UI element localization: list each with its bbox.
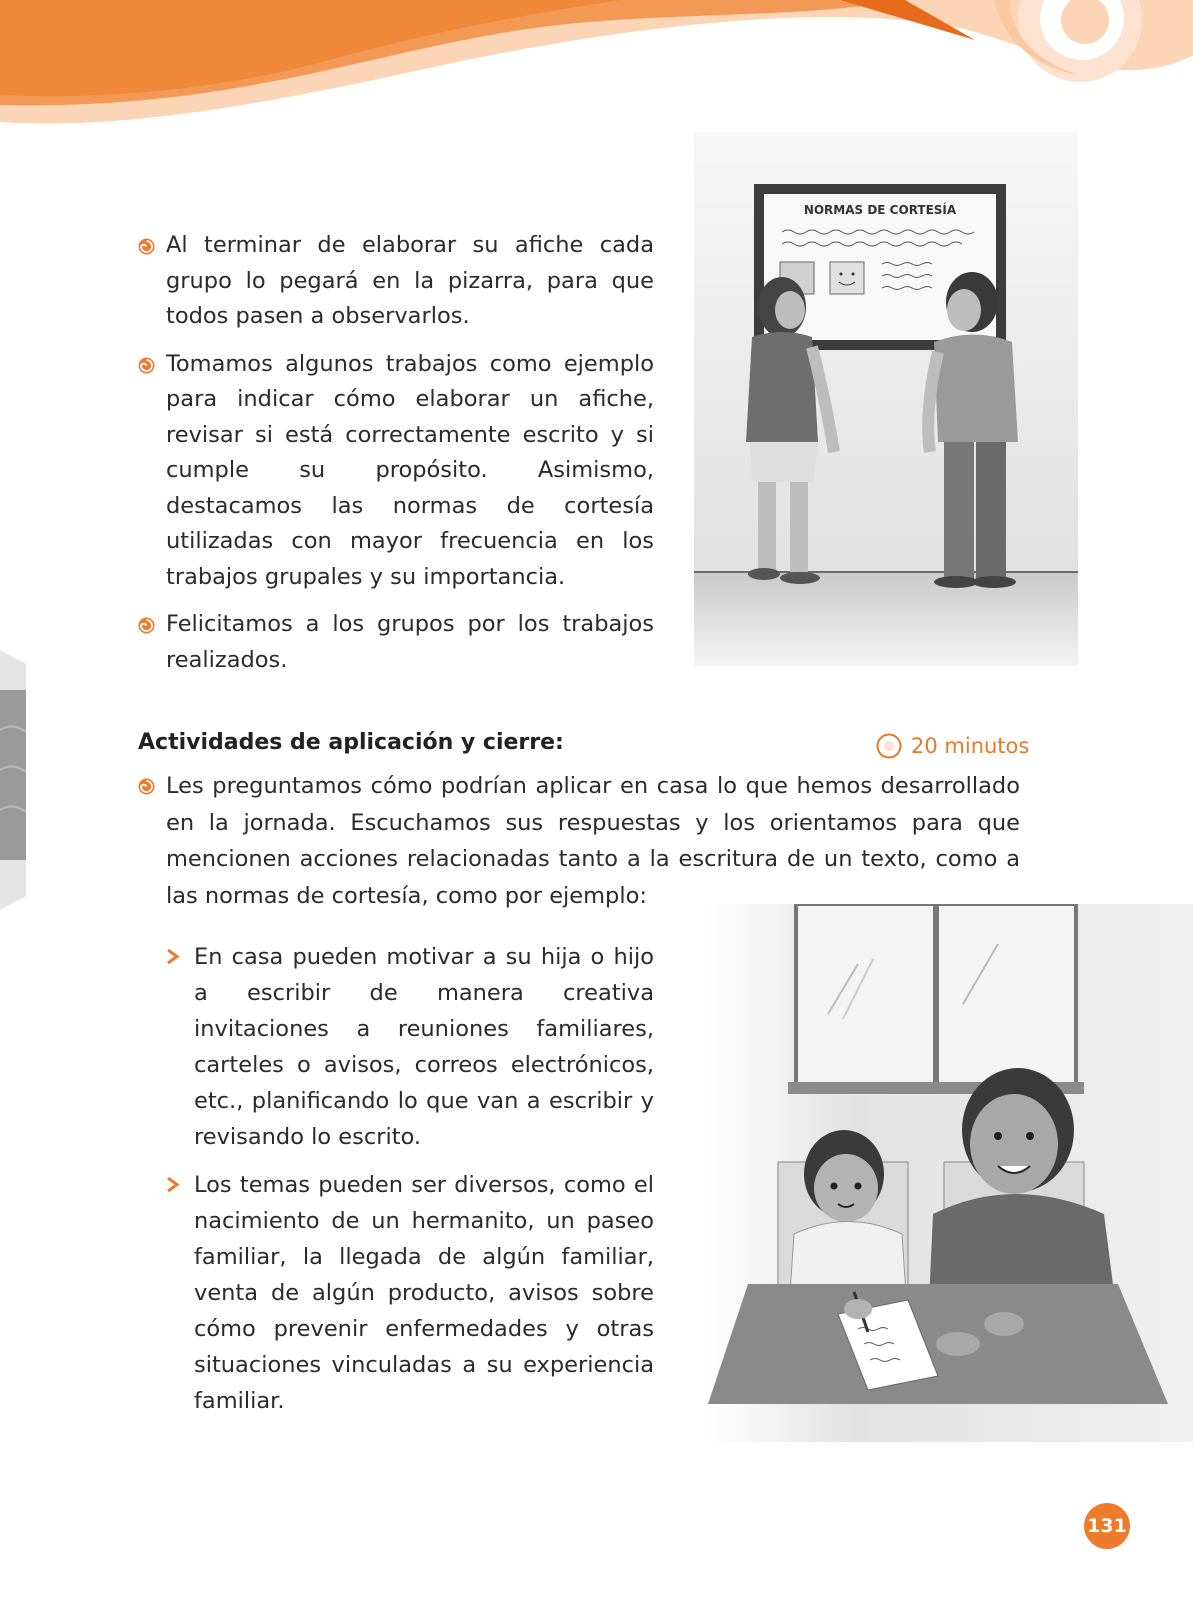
bullet-text: Felicitamos a los grupos por los trabajos realizados. <box>166 611 654 673</box>
orange-swirl-bullet-icon <box>138 617 155 634</box>
orange-chevron-icon <box>166 1176 180 1193</box>
list-item <box>166 1167 654 1419</box>
list-item <box>166 939 654 1155</box>
bullet-text: Al terminar de elaborar su afiche cada grupo lo pegará en la pizarra, para que todos pasen a observarlos. <box>166 232 654 329</box>
orange-chevron-icon <box>166 948 180 965</box>
time-indicator <box>876 731 1029 761</box>
sub-bullet-list <box>166 939 654 1431</box>
bullet-text: Tomamos algunos trabajos como ejemplo para indicar cómo elaborar un afiche, revisar si está correctamente escrito y si cumple su propósito. Asimismo, destacamos las normas de cortesía utilizadas con mayor frecuencia en los trabajos grupales y su importancia. <box>166 350 654 590</box>
family-writing-illustration <box>708 904 1193 1442</box>
list-item <box>138 607 654 678</box>
time-label: 20 minutos <box>911 734 1030 758</box>
bullet-text: Les preguntamos cómo podrían aplicar en casa lo que hemos desarrollado en la jornada. Escuchamos sus respuestas y los orientamos para que mencionen acciones relacionadas tanto a la escritura de un texto, como a las normas de cortesía, como por ejemplo: <box>166 773 1020 909</box>
orange-swirl-bullet-icon <box>138 778 155 795</box>
orange-swirl-bullet-icon <box>138 238 155 255</box>
sub-bullet-text: Los temas pueden ser diversos, como el nacimiento de un hermanito, un paseo familiar, la llegada de algún familiar, venta de algún producto, avisos sobre cómo prevenir enfermedades y otras situaciones vinculadas a su experiencia familiar. <box>194 1172 654 1414</box>
sub-bullet-text: En casa pueden motivar a su hija o hijo a escribir de manera creativa invitaciones a reuniones familiares, carteles o avisos, correos electrónicos, etc., planificando lo que van a escribir y revisando lo escrito. <box>194 944 654 1150</box>
header-wave-decoration <box>0 0 1193 140</box>
orange-swirl-bullet-icon <box>138 357 155 374</box>
side-tab-decoration <box>0 650 26 910</box>
page-number: 131 <box>1084 1503 1130 1549</box>
list-item <box>138 228 654 335</box>
clock-circle-icon <box>876 733 902 759</box>
poster-title: NORMAS DE CORTESÍA <box>803 203 957 217</box>
main-bullet-list <box>138 768 1020 926</box>
list-item <box>138 768 1020 914</box>
top-bullet-list <box>138 228 654 690</box>
list-item <box>138 347 654 596</box>
poster-illustration <box>694 132 1078 666</box>
section-title: Actividades de aplicación y cierre: <box>138 730 564 755</box>
